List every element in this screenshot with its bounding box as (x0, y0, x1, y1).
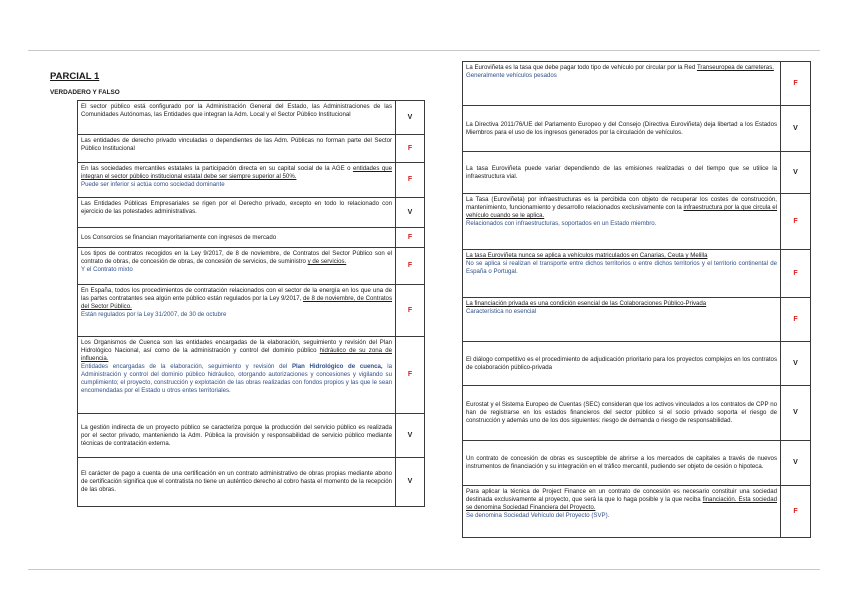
question-cell: Los Consorcios se financian mayoritariamente con ingresos de mercado (78, 228, 396, 248)
table-row (463, 441, 811, 486)
question-cell: Para aplicar la técnica de Project Finance en un contrato de concesión es necesario constituir una sociedad destinada exclusivamente al proyecto, que será la que lo haga posible y la que reciba financiación. Esta sociedad se denomina Sociedad Financiera del Proyecto. Se denomina Sociedad Vehículo del Proyecto (SVP). (463, 486, 781, 538)
answer-cell: F (781, 298, 811, 342)
correction-note: No se aplica si realizan el transporte entre dichos territorios o entre dichos territorios y el territorio continental de España o Portugal. (466, 260, 777, 275)
table-row (78, 248, 425, 285)
answer-cell: V (396, 198, 425, 228)
question-cell: En España, todos los procedimientos de contratación relacionados con el sector de la energía en los que una de las partes contratantes sea algún ente público están regulados por la Ley 9/2017, de 8 de noviembre, de Contratos del Sector Público. Están regulados por la Ley 31/2007, de 30 de octubre (78, 285, 396, 337)
question-cell: Un contrato de concesión de obras es susceptible de abrirse a los mercados de capitales a través de nuevos instrumentos de financiación y su integración en el tráfico mercantil, pudiendo ser objeto de cesión o hipoteca. (463, 441, 781, 486)
left-question-table (77, 100, 425, 507)
table-row (78, 228, 425, 248)
question-cell: El carácter de pago a cuenta de una certificación en un contrato administrativo de obras propias mediante abono de certificación significa que el contratista no tiene un auténtico derecho al cobro hasta el momento de la recepción de las obras. (78, 458, 396, 507)
answer-cell: V (781, 342, 811, 386)
table-row (78, 198, 425, 228)
answer-cell: V (396, 414, 425, 458)
answer-cell: F (781, 194, 811, 250)
answer-cell: F (781, 486, 811, 538)
correction-note: Relacionados con infraestructuras, soportados en un Estado miembro. (466, 220, 657, 227)
question-cell: La financiación privada es una condición esencial de las Colaboraciones Público-Privada Característica no esencial (463, 298, 781, 342)
question-cell: La Tasa (Euroviñeta) por infraestructuras es la percibida con objeto de recuperar los costes de construcción, mantenimiento, funcionamiento y desarrollo relacionados exclusivamente con la infraestructura por la que circula el vehículo cuando se le aplica. Relacionados con infraestructuras, soportados en un Estado miembro. (463, 194, 781, 250)
correction-note: Y el Contrato mixto (81, 266, 133, 273)
question-cell: La gestión indirecta de un proyecto público se caracteriza porque la producción del servicio público es realizada por el sector privado, manteniendo la Adm. Pública la provisión y responsabilidad de servicio público mediante técnicas de contratación externa. (78, 414, 396, 458)
table-row (463, 62, 811, 106)
answer-cell: F (396, 248, 425, 285)
answer-cell: F (396, 163, 425, 198)
question-cell: La Directiva 2011/76/UE del Parlamento Europeo y del Consejo (Directiva Euroviñeta) deja libertad a los Estados Miembros para el uso de los ingresos generados por la circulación de vehículos. (463, 106, 781, 152)
answer-cell: F (396, 285, 425, 337)
correction-note: Se denomina Sociedad Vehículo del Proyecto (SVP). (466, 512, 610, 519)
question-cell: En las sociedades mercantiles estatales la participación directa en su capital social de la AGE o entidades que integran el sector público institucional estatal debe ser siempre superior al 50%. Puede ser inferior si actúa como sociedad dominante (78, 163, 396, 198)
answer-cell: F (781, 250, 811, 298)
table-row (463, 194, 811, 250)
table-row (463, 106, 811, 152)
table-row (78, 101, 425, 135)
page-title: PARCIAL 1 (50, 71, 100, 82)
bottom-divider (28, 569, 820, 570)
question-cell: Los tipos de contratos recogidos en la Ley 9/2017, de 8 de noviembre, de Contratos del Sector Público son el contrato de obras, de concesión de obras, de concesión de servicios, de suministro y de servicios. Y el Contrato mixto (78, 248, 396, 285)
correction-note: Están regulados por la Ley 31/2007, de 30 de octubre (81, 311, 227, 318)
right-question-table (462, 61, 811, 538)
answer-cell: V (396, 101, 425, 135)
answer-cell: F (396, 135, 425, 163)
question-cell: El diálogo competitivo es el procedimiento de adjudicación prioritario para los proyectos complejos en los contratos de colaboración público-privada (463, 342, 781, 386)
answer-cell: V (781, 386, 811, 441)
table-row (78, 337, 425, 414)
correction-note: Característica no esencial (466, 308, 537, 315)
answer-cell: V (781, 152, 811, 194)
answer-cell: F (781, 62, 811, 106)
answer-cell: F (396, 228, 425, 248)
table-row (78, 135, 425, 163)
question-cell: Las Entidades Públicas Empresariales se rigen por el Derecho privado, excepto en todo lo relacionado con ejercicio de las potestades administrativas. (78, 198, 396, 228)
section-title: VERDADERO Y FALSO (50, 89, 120, 96)
correction-note: Puede ser inferior si actúa como sociedad dominante (81, 181, 225, 188)
table-row (78, 414, 425, 458)
question-cell: Eurostat y el Sistema Europeo de Cuentas (SEC) consideran que los activos vinculados a los contratos de CPP no han de registrarse en los estados financieros del sector público si el socio privado soporta el riesgo de construcción y además uno de los dos siguientes: riesgo de demanda o riesgo de responsabilidad. (463, 386, 781, 441)
answer-cell: F (396, 337, 425, 414)
question-cell: Las entidades de derecho privado vinculadas o dependientes de las Adm. Públicas no forman parte del Sector Público Institucional (78, 135, 396, 163)
table-row (463, 152, 811, 194)
answer-cell: V (781, 106, 811, 152)
correction-note: Entidades encargadas de la elaboración, seguimiento y revisión del Plan Hidrológico de cuenca, la Administración y control del dominio público hidráulico, otorgando autorizaciones y concesiones y vigilando su cumplimiento; el proyecto, construcción y explotación de las obras realizadas con fondos propios y las que le sean encomendadas por el Estado u otros entes territoriales. (81, 363, 392, 394)
question-cell: La tasa Euroviñeta nunca se aplica a vehículos matriculados en Canarias, Ceuta y Melilla No se aplica si realizan el transporte entre dichos territorios o entre dichos territorios y el territorio continental de España o Portugal. (463, 250, 781, 298)
table-row (78, 458, 425, 507)
table-row (78, 163, 425, 198)
question-cell: La Euroviñeta es la tasa que debe pagar todo tipo de vehículo por circular por la Red Transeuropea de carreteras. Generalmente vehículos pesados (463, 62, 781, 106)
top-divider (28, 50, 820, 51)
answer-cell: V (781, 441, 811, 486)
correction-note: Generalmente vehículos pesados (466, 72, 557, 79)
table-row (78, 285, 425, 337)
table-row (463, 250, 811, 298)
table-row (463, 386, 811, 441)
question-cell: Los Organismos de Cuenca son las entidades encargadas de la elaboración, seguimiento y revisión del Plan Hidrológico Nacional, así como de la administración y control del dominio público hidráulico de su zona de influencia. Entidades encargadas de la elaboración, seguimiento y revisión del Plan Hidrológico de cuenca, la Administración y control del dominio público hidráulico, otorgando autorizaciones y concesiones y vigilando su cumplimiento; el proyecto, construcción y explotación de las obras realizadas con fondos propios y las que le sean encomendadas por el Estado u otros entes territoriales. (78, 337, 396, 414)
table-row (463, 342, 811, 386)
question-cell: El sector público está configurado por la Administración General del Estado, las Administraciones de las Comunidades Autónomas, las Entidades que integran la Adm. Local y el Sector Público Institucional (78, 101, 396, 135)
question-cell: La tasa Euroviñeta puede variar dependiendo de las emisiones realizadas o del tiempo que se utilice la infraestructura vial. (463, 152, 781, 194)
table-row (463, 486, 811, 538)
table-row (463, 298, 811, 342)
answer-cell: V (396, 458, 425, 507)
